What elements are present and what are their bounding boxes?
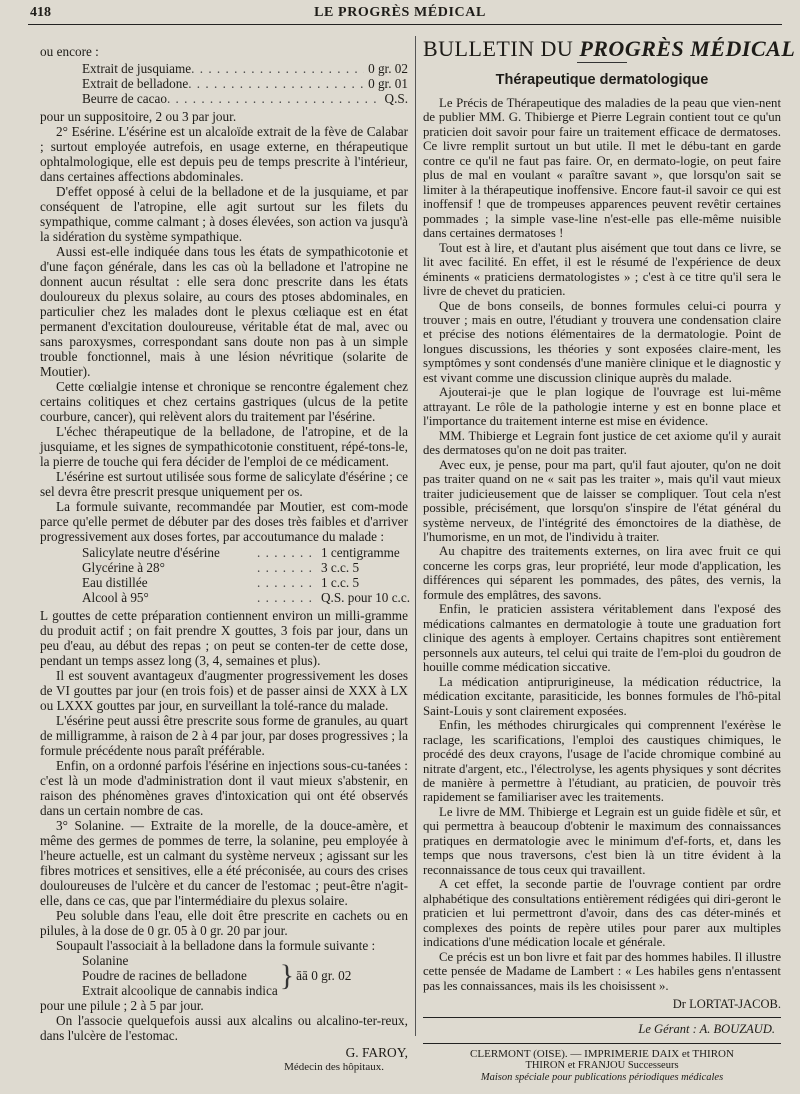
printer-line: CLERMONT (OISE). — IMPRIMERIE DAIX et THIRON bbox=[470, 1047, 734, 1060]
paragraph: pour une pilule ; 2 à 5 par jour. bbox=[40, 998, 204, 1014]
dose: 0 gr. 01 bbox=[368, 75, 408, 91]
prescription-line bbox=[82, 61, 408, 76]
dose: 0 gr. 02 bbox=[368, 60, 408, 76]
printer-line: Maison spéciale pour publications périodiques médicales bbox=[480, 1071, 724, 1083]
brace-symbol: } bbox=[279, 958, 295, 992]
left-column bbox=[40, 44, 411, 1075]
ingredient: Salicylate neutre d'ésérine bbox=[82, 545, 220, 561]
prescription-line bbox=[82, 91, 408, 106]
prescription-line bbox=[82, 560, 408, 575]
paragraph: Enfin, le praticien assistera véritablement dans l'exposé des médications calmantes en dermatologie à toute une graduation fort clinique des agents à employer. Certains chapitres sont entièrement personnels aux auteurs, tel celui qui traite de l'em-ploi du goudron de houille comme médication siccative. bbox=[423, 602, 781, 675]
dose: Q.S. pour 10 c.c. bbox=[321, 590, 411, 606]
paragraph: La médication antiprurigineuse, la médication réductrice, la médication excitante, parasiticide, les bonnes formules de l'hô-pital Saint-Louis y sont clairement exposées. bbox=[423, 674, 781, 718]
paragraph: Tout est à lire, et d'autant plus aisément que tout dans ce livre, se lit avec facilité. En effet, il est le résumé de l'expérience de deux éminents « praticiens dermatologistes » ; c'est à ce titre qu'il sera le livre de chevet du praticien. bbox=[423, 240, 781, 299]
paragraph: D'effet opposé à celui de la belladone et de la jusquiame, et par conséquent de l'atropine, elle agit surtout sur les filets du sympathique, comme calmant ; à doses élevées, son action va jusqu'à la sidération du système sympathique. bbox=[40, 183, 408, 244]
paragraph: L'ésérine peut aussi être prescrite sous forme de granules, au quart de milligramme, à raison de 2 à 4 par jour, par doses progressives ; la formule précédente nous paraît préférable. bbox=[40, 713, 408, 759]
section-title: Thérapeutique dermatologique bbox=[495, 72, 709, 89]
bulletin-title-italic: PROGRÈS MÉDICAL bbox=[579, 36, 796, 61]
ingredient: Extrait alcoolique de cannabis indica bbox=[82, 983, 278, 999]
author-title: Médecin des hôpitaux. bbox=[284, 1060, 384, 1073]
printer-line: THIRON et FRANJOU Successeurs bbox=[525, 1059, 679, 1071]
author-signature: G. FAROY, bbox=[345, 1044, 408, 1060]
footer-rule bbox=[423, 1017, 781, 1018]
prescription-3 bbox=[82, 953, 408, 998]
ingredient: Alcool à 95° bbox=[82, 590, 149, 606]
ingredient: Poudre de racines de belladone bbox=[82, 968, 247, 984]
ingredient: Glycérine à 28° bbox=[82, 560, 165, 576]
dose: 1 centigramme bbox=[321, 545, 400, 561]
bulletin-title bbox=[423, 36, 796, 61]
paragraph: Il est souvent avantageux d'augmenter progressivement les doses de VI gouttes par jour (en trois fois) et de passer ainsi de XXX à LX ou LXXX gouttes par jour, en surveillant la tolé-rance du malade. bbox=[40, 668, 408, 714]
paragraph: MM. Thibierge et Legrain font justice de cet axiome qu'il y aurait des dermatoses qu'on ne doit pas traiter. bbox=[423, 428, 781, 458]
paragraph: A cet effet, la seconde partie de l'ouvrage contient par ordre alphabétique des consultations entièrement rédigées qui diri-geront le praticien et lui permettront d'avoir, dans des cas déter-minés et complexes des points de repère utiles pour parer aux multiples indications d'une médication locale et générale. bbox=[423, 877, 781, 950]
paragraph: La formule suivante, recommandée par Moutier, est com-mode parce qu'elle permet de débuter par des doses très faibles et d'arriver progressivement aux doses fortes, par accoutumance du malade : bbox=[40, 498, 408, 544]
dose: āā 0 gr. 02 bbox=[296, 968, 352, 984]
paragraph: pour un suppositoire, 2 ou 3 par jour. bbox=[40, 108, 237, 124]
header-rule bbox=[28, 24, 782, 25]
title-rule bbox=[577, 62, 627, 63]
paragraph: ou encore : bbox=[40, 44, 99, 59]
paragraph: Peu soluble dans l'eau, elle doit être prescrite en cachets ou en pilules, à la dose de 0 gr. 05 à 0 gr. 20 par jour. bbox=[40, 908, 408, 939]
prescription-line bbox=[82, 575, 408, 590]
column-divider bbox=[415, 36, 416, 1036]
paragraph: Cette cœlialgie intense et chronique se rencontre également chez certains colitiques et chez certains gastriques (ulcus de la petite courbure, cancer), qui relèvent alors du traitement par l'ésérine. bbox=[40, 378, 408, 424]
author-signature: Dr LORTAT-JACOB. bbox=[672, 997, 781, 1011]
printer-info bbox=[423, 1048, 781, 1084]
bulletin-title-plain: BULLETIN DU bbox=[423, 36, 574, 61]
right-column bbox=[423, 36, 796, 1084]
paragraph: Enfin, les méthodes chirurgicales qui comprennent l'exérèse le raclage, les scarifications, l'emploi des caustiques chimiques, le procédé des deux crayons, l'usage de l'acide chromique combiné au nitrate d'argent, etc., l'électrolyse, les agents physiques y sont décrites de manière à permettre à l'étudiant, au praticien, de pouvoir très rapidement se familiariser avec les traitements. bbox=[423, 718, 781, 805]
paragraph: L gouttes de cette préparation contiennent environ un milli-gramme du produit actif ; on fait prendre X gouttes, 3 fois par jour, dans un peu d'eau, au début des repas ; on peut se conten-ter de cette dose, pendant un temps assez long (3, 4, semaines et plus). bbox=[40, 608, 408, 669]
prescription-3-list bbox=[82, 953, 278, 998]
dose: Q.S. bbox=[384, 90, 408, 106]
paragraph: 2° Esérine. L'ésérine est un alcaloïde extrait de la fève de Calabar ; surtout employée autrefois, en usage externe, en thérapeutique ophtalmologique, elle est depuis peu de temps prescrite à l'intérieur, dans certaines affections abdominales. bbox=[40, 123, 408, 184]
prescription-line bbox=[82, 76, 408, 91]
paragraph: 3° Solanine. — Extraite de la morelle, de la douce-amère, et même des germes de pommes de terre, la solanine, peu employée à l'heure actuelle, est un calmant du système nerveux ; agissant sur les fibres motrices et sensitives, elle a été préconisée, au cours des crises douloureuses de l'ulcère et du cancer de l'estomac ; peut-être n'agit-elle, dans ce cas, que par l'intermédiaire du plexus solaire. bbox=[40, 818, 408, 909]
gerant-line: Le Gérant : A. BOUZAUD. bbox=[638, 1022, 775, 1037]
paragraph: Soupault l'associait à la belladone dans la formule suivante : bbox=[56, 938, 376, 954]
ingredient: Beurre de cacao bbox=[82, 90, 167, 106]
ingredient: Extrait de belladone bbox=[82, 75, 189, 91]
ingredient: Solanine bbox=[82, 953, 129, 969]
paragraph: Ajouterai-je que le plan logique de l'ouvrage est lui-même attrayant. Le rôle de la pathologie interne y est en bonne place et l'importance du traitement interne est mise en évidence. bbox=[423, 385, 781, 429]
dose: 3 c.c. 5 bbox=[321, 560, 360, 576]
paragraph: Le Précis de Thérapeutique des maladies de la peau que vien-nent de publier MM. G. Thibierge et Pierre Legrain contient tout ce qu'un praticien doit savoir pour faire un traitement efficace de dermatoses. Ce livre remplit surtout un but utile. Il met le débu-tant en garde contre ce qu'il ne faut pas faire. Or, en dermato-logie, on peut faire plus de mal en voulant « paraître savant », que lorsqu'on sait se limiter à la thérapeutique inoffensive. Encore faut-il savoir ce qui est inoffensif ! que de trompeuses apparences peuvent revêtir certaines pommades ; la simple vase-line n'est-elle pas elle-même nuisible dans certaines dermatoses ! bbox=[423, 95, 781, 241]
page-header bbox=[22, 4, 778, 24]
prescription-line bbox=[82, 545, 408, 560]
prescription-2 bbox=[82, 545, 411, 606]
paragraph: Au chapitre des traitements externes, on lira avec fruit ce qui concerne les corps gras, leur propriété, leur mode d'application, les différences qui séparent les pommades, des pâtes, des vernis, la formule des emplâtres, des savons. bbox=[423, 544, 781, 602]
paragraph: On l'associe quelquefois aussi aux alcalins ou alcalino-ter-reux, dans l'ulcère de l'estomac. bbox=[40, 1013, 408, 1043]
prescription-line bbox=[82, 590, 411, 606]
paragraph: Le livre de MM. Thibierge et Legrain est un guide fidèle et sûr, et qui permettra à beaucoup d'obtenir le maximum des connaissances pratiques en dermatologie avec le minimum d'ef-forts, et, dans les temps que nous traversons, c'est bien là un titre évident à la reconnaissance de tous ceux qui travaillent. bbox=[423, 804, 781, 877]
paragraph: L'échec thérapeutique de la belladone, de l'atropine, et de la jusquiame, et les signes de sympathicotonie constituent, répé-tons-le, la pierre de touche qui fera décider de l'emploi de ce médicament. bbox=[40, 423, 408, 469]
paragraph: Ce précis est un bon livre et fait par des hommes habiles. Il illustre cette pensée de Madame de Lambert : « Les habiles gens n'entassent pas les connaissances, mais ils les choisissent ». bbox=[423, 949, 781, 993]
prescription-1 bbox=[82, 61, 408, 106]
ingredient: Eau distillée bbox=[82, 575, 148, 591]
paragraph: Que de bons conseils, de bonnes formules celui-ci pourra y trouver ; mais en outre, l'étudiant y trouvera une condensation claire et précise des notions élémentaires de la dermatologie. Point de longues discussions, les théories y sont exposées claire-ment, les symptômes y sont condensés d'une manière clinique et le diagnostic y est vivant comme une discussion clinique auprès du malade. bbox=[423, 298, 781, 385]
paragraph: Aussi est-elle indiquée dans tous les états de sympathicotonie et d'une façon générale, dans les cas où la belladone et l'atropine ne donnent aucun résultat : elle sera donc prescrite dans les états douloureux du plexus solaire, au cours des ptoses abdominales, en particulier chez les malades dont le plexus cœliaque est en état permanent d'excitation douloureuse, véritable état de mal, avec ou sans paroxysmes, correspondant sans doute non pas à un simple trouble fonctionnel, mais à une lésion névritique (solarite de Moutier). bbox=[40, 243, 408, 379]
paragraph: L'ésérine est surtout utilisée sous forme de salicylate d'ésérine ; ce sel devra être prescrit presque uniquement per os. bbox=[40, 468, 408, 499]
footer-rule-2 bbox=[423, 1043, 781, 1044]
dose: 1 c.c. 5 bbox=[321, 575, 360, 591]
page-number: 418 bbox=[30, 5, 51, 20]
ingredient: Extrait de jusquiame bbox=[82, 60, 192, 76]
paragraph: Enfin, on a ordonné parfois l'ésérine en injections sous-cu-tanées : c'est là un mode d'administration dont il vaut mieux s'abstenir, en raison des phénomènes graves d'intoxication qui ont été observés dans un certain nombre de cas. bbox=[40, 758, 408, 819]
running-title: LE PROGRÈS MÉDICAL bbox=[314, 5, 486, 20]
paragraph: Avec eux, je pense, pour ma part, qu'il faut ajouter, qu'on ne doit pas traiter quand on ne « sait pas les traiter », mais qu'il vaut mieux traiter judicieusement que de laisser se compliquer. Tout cela n'est possible, précisément, que lorsqu'on s'inspire de l'état général du système nerveux, de l'intégrité des émonctoires de la diathèse, de l'humorisme, en un mot, de l'individu à traiter. bbox=[423, 457, 781, 544]
